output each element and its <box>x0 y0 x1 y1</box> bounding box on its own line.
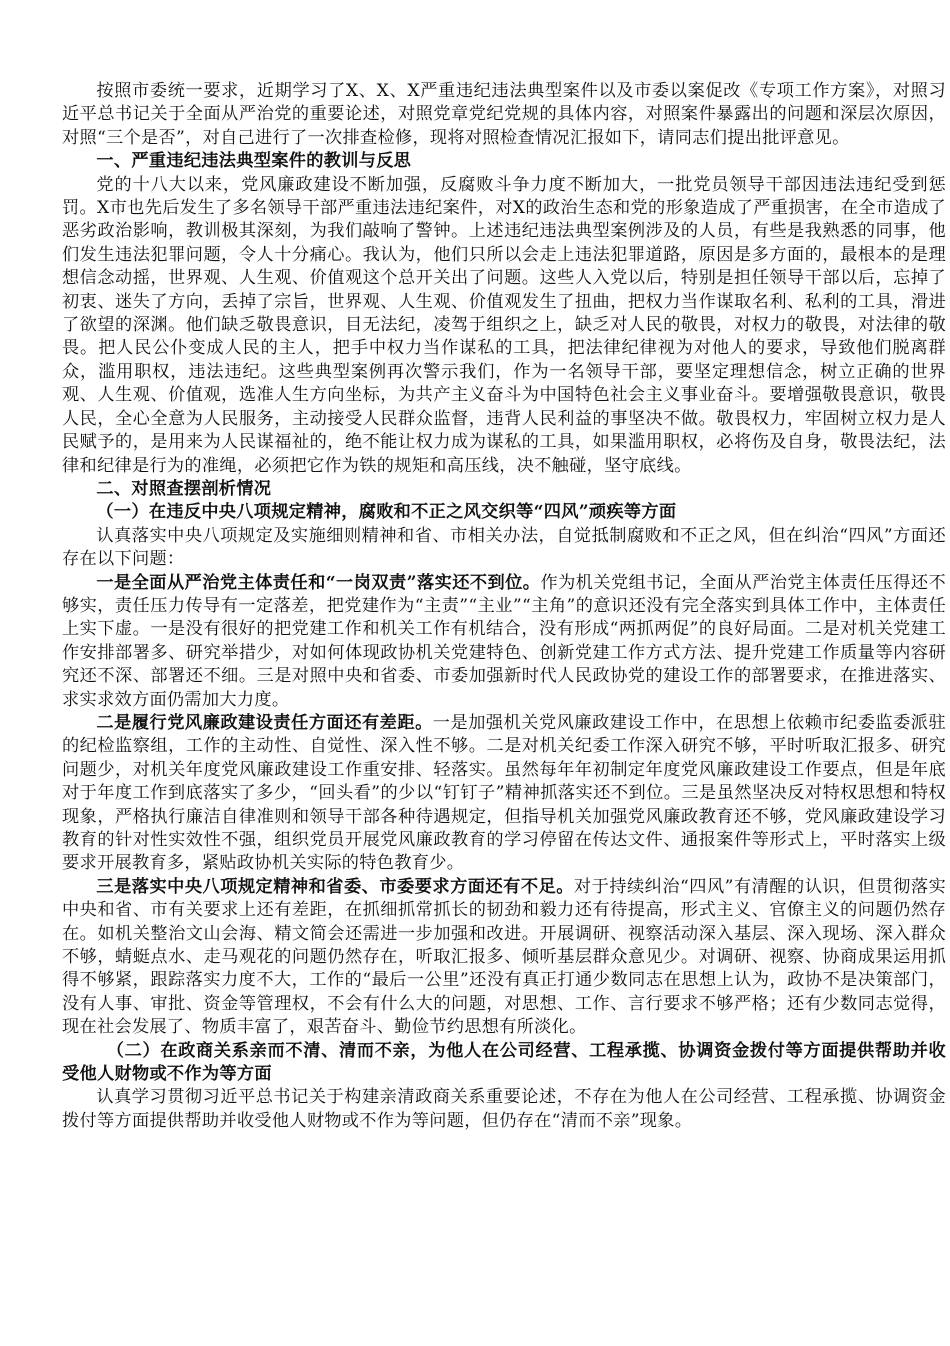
point3-paragraph <box>62 876 946 1040</box>
section2-heading: 二、对照查摆剖析情况 <box>96 478 272 499</box>
point1-lead: 一是全面从严治党主体责任和“一岗双责”落实还不到位。 <box>96 572 541 593</box>
intro-paragraph: 按照市委统一要求，近期学习了X、X、X严重违纪违法典型案件以及市委以案促改《专项工作方案》，对照习近平总书记关于全面从严治党的重要论述，对照党章党纪党规的具体内容，对照案件暴露出的问题和深层次原因，对照“三个是否”，对自己进行了一次排查检修，现将对照检查情况汇报如下，请同志们提出批评意见。 <box>62 81 946 148</box>
point2-paragraph <box>62 712 946 876</box>
section1-paragraph: 党的十八大以来，党风廉政建设不断加强，反腐败斗争力度不断加大，一批党员领导干部因违法违纪受到惩罚。X市也先后发生了多名领导干部严重违法违纪案件，对X的政治生态和党的形象造成了严重损害，在全市造成了恶劣政治影响，教训极其深刻，为我们敲响了警钟。上述违纪违法典型案例涉及的人员，有些是我熟悉的同事，他们发生违法犯罪问题，令人十分痛心。我认为，他们只所以会走上违法犯罪道路，原因是多方面的，最根本的是理想信念动摇，世界观、人生观、价值观这个总开关出了问题。这些人入党以后，特别是担任领导干部以后，忘掉了初衷、迷失了方向，丢掉了宗旨，世界观、人生观、价值观发生了扭曲，把权力当作谋取名利、私利的工具，滑进了欲望的深渊。他们缺乏敬畏意识，目无法纪，凌驾于组织之上，缺乏对人民的敬畏，对权力的敬畏，对法律的敬畏。把人民公仆变成人民的主人，把手中权力当作谋私的工具，把法律纪律视为对他人的要求，导致他们脱离群众，滥用职权，违法违纪。这些典型案例再次警示我们，作为一名领导干部，要坚定理想信念，树立正确的世界观、人生观、价值观，选准人生方向坐标，为共产主义奋斗为中国特色社会主义事业奋斗。要增强敬畏意识，敬畏人民，全心全意为人民服务，主动接受人民群众监督，违背人民利益的事坚决不做。敬畏权力，牢固树立权力是人民赋予的，是用来为人民谋福祉的，绝不能让权力成为谋私的工具，如果滥用职权，必将伤及自身，敬畏法纪，法律和纪律是行为的准绳，必须把它作为铁的规矩和高压线，决不触碰，坚守底线。 <box>62 174 946 476</box>
point3-text: 对于持续纠治“四风”有清醒的认识，但贯彻落实中央和省、市有关要求上还有差距，在抓细抓常抓长的韧劲和毅力还有待提高，形式主义、官僚主义的问题仍然存在。如机关整治文山会海、精文简会还需进一步加强和改进。开展调研、视察活动深入基层、深入现场、深入群众不够，蜻蜓点水、走马观花的问题仍然存在，听取汇报多、倾听基层群众意见少。对调研、视察、协商成果运用抓得不够紧，跟踪落实力度不大，工作的“最后一公里”还没有真正打通少数同志在思想上认为，政协不是决策部门，没有人事、审批、资金等管理权，不会有什么大的问题，对思想、工作、言行要求不够严格；还有少数同志觉得，现在社会发展了、物质丰富了，艰苦奋斗、勤俭节约思想有所淡化。 <box>62 876 946 1038</box>
document-page <box>62 80 946 1133</box>
point2-lead: 二是履行党风廉政建设责任方面还有差距。 <box>96 712 433 733</box>
point3-lead: 三是落实中央八项规定精神和省委、市委要求方面还有不足。 <box>96 876 574 897</box>
subsection1-intro: 认真落实中央八项规定及实施细则精神和省、市相关办法，自觉抵制腐败和不正之风，但在纠治“四风”方面还存在以下问题： <box>62 525 946 570</box>
point2-text: 一是加强机关党风廉政建设工作中，在思想上依赖市纪委监委派驻的纪检监察组，工作的主动性、自觉性、深入性不够。二是对机关纪委工作深入研究不够，平时听取汇报多、研究问题少，对机关年度党风廉政建设工作重安排、轻落实。虽然每年年初制定年度党风廉政建设工作要点，但是年底对于年度工作到底落实了多少，“回头看”的少以“钉钉子”精神抓落实还不到位。三是虽然坚决反对特权思想和特权现象，严格执行廉洁自律准则和领导干部各种待遇规定，但指导机关加强党风廉政教育还不够，党风廉政建设学习教育的针对性实效性不强，组织党员开展党风廉政教育的学习停留在传达文件、通报案件等形式上，平时落实上级要求开展教育多，紧贴政协机关实际的特色教育少。 <box>62 712 946 874</box>
subsection1-heading: （一）在违反中央八项规定精神，腐败和不正之风交织等“四风”顽疾等方面 <box>96 502 677 523</box>
point1-paragraph <box>62 572 946 712</box>
point1-text: 作为机关党组书记，全面从严治党主体责任压得还不够实，责任压力传导有一定落差，把党建作为“主责”“主业”“主角”的意识还没有完全落实到具体工作中，主体责任上实下虚。一是没有很好的把党建工作和机关工作有机结合，没有形成“两抓两促”的良好局面。二是对机关党建工作安排部署多、研究举措少，对如何体现政协机关党建特色、创新党建工作方式方法、提升党建工作质量等内容研究还不深、部署还不细。三是对照中央和省委、市委加强新时代人民政协党的建设工作的部署要求，在推进落实、求实求效方面仍需加大力度。 <box>62 572 947 710</box>
section1-heading: 一、严重违纪违法典型案件的教训与反思 <box>96 151 412 172</box>
subsection2-paragraph: 认真学习贯彻习近平总书记关于构建亲清政商关系重要论述，不存在为他人在公司经营、工程承揽、协调资金拨付等方面提供帮助并收受他人财物或不作为等问题，但仍存在“清而不亲”现象。 <box>62 1087 946 1131</box>
subsection2-heading: （二）在政商关系亲而不清、清而不亲，为他人在公司经营、工程承揽、协调资金拨付等方面提供帮助并收受他人财物或不作为等方面 <box>62 1040 946 1085</box>
